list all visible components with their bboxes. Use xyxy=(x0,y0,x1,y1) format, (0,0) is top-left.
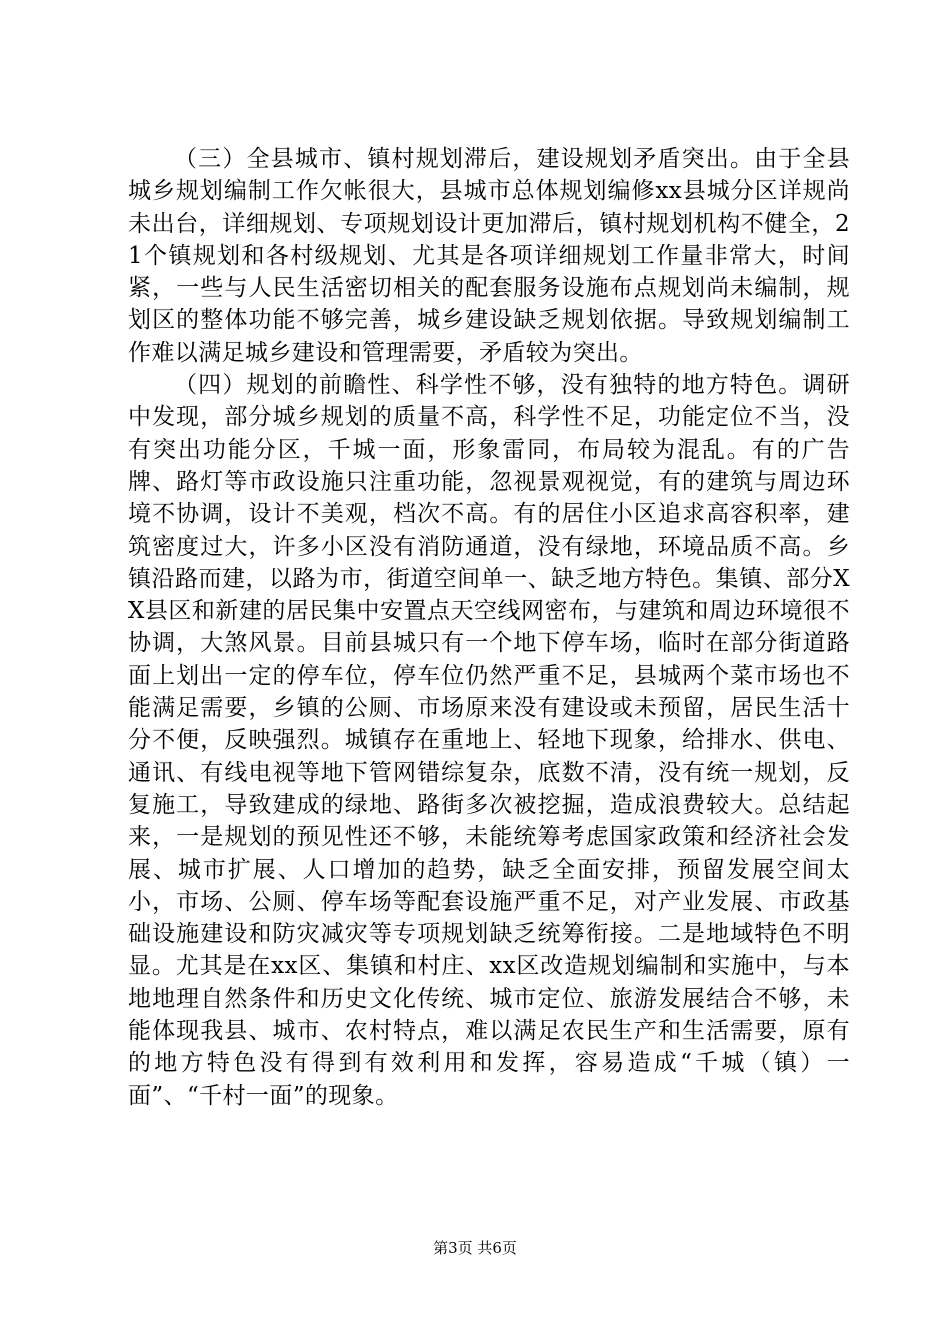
paragraph-section-four: （四）规划的前瞻性、科学性不够，没有独特的地方特色。调研中发现，部分城乡规划的质量不高，科学性不足，功能定位不当，没有突出功能分区，千城一面，形象雷同，布局较为混乱。有的广告牌、路灯等市政设施只注重功能，忽视景观视觉，有的建筑与周边环境不协调，设计不美观，档次不高。有的居住小区追求高容积率，建筑密度过大，许多小区没有消防通道，没有绿地，环境品质不高。乡镇沿路而建，以路为市，街道空间单一、缺乏地方特色。集镇、部分XX县区和新建的居民集中安置点天空线网密布，与建筑和周边环境很不协调，大煞风景。目前县城只有一个地下停车场，临时在部分街道路面上划出一定的停车位，停车位仍然严重不足，县城两个菜市场也不能满足需要，乡镇的公厕、市场原来没有建设或未预留，居民生活十分不便，反映强烈。城镇存在重地上、轻地下现象，给排水、供电、通讯、有线电视等地下管网错综复杂，底数不清，没有统一规划，反复施工，导致建成的绿地、路街多次被挖掘，造成浪费较大。总结起来，一是规划的预见性还不够，未能统筹考虑国家政策和经济社会发展、城市扩展、人口增加的趋势，缺乏全面安排，预留发展空间太小，市场、公厕、停车场等配套设施严重不足，对产业发展、市政基础设施建设和防灾减灾等专项规划缺乏统筹衔接。二是地域特色不明显。尤其是在xx区、集镇和村庄、xx区改造规划编制和实施中，与本地地理自然条件和历史文化传统、城市定位、旅游发展结合不够，未能体现我县、城市、农村特点，难以满足农民生产和生活需要，原有的地方特色没有得到有效利用和发挥，容易造成“千城（镇）一面”、“千村一面”的现象。 xyxy=(128,372,850,1109)
page-number-footer: 第3页 共6页 xyxy=(433,1239,517,1257)
document-body xyxy=(128,143,850,1112)
paragraph-section-three: （三）全县城市、镇村规划滞后，建设规划矛盾突出。由于全县城乡规划编制工作欠帐很大，县城市总体规划编修xx县城分区详规尚未出台，详细规划、专项规划设计更加滞后，镇村规划机构不健全，21个镇规划和各村级规划、尤其是各项详细规划工作量非常大，时间紧，一些与人民生活密切相关的配套服务设施布点规划尚未编制，规划区的整体功能不够完善，城乡建设缺乏规划依据。导致规划编制工作难以满足城乡建设和管理需要，矛盾较为突出。 xyxy=(128,146,850,366)
